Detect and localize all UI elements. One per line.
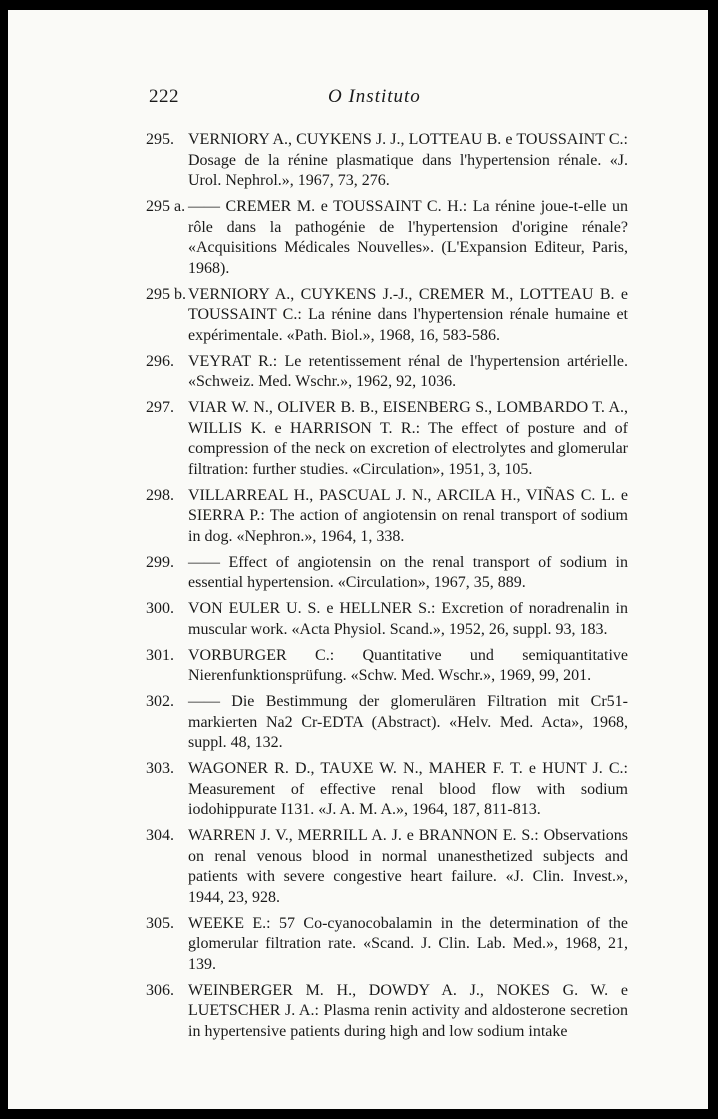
reference-text: —— Effect of angiotensin on the renal transport of sodium in essential hypertension. «Circulation», 1967, 35, 889. — [188, 553, 628, 591]
reference-text: VERNIORY A., CUYKENS J. J., LOTTEAU B. e TOUSSAINT C.: Dosage de la rénine plasmatique dans l'hypertension rénale. «J. Urol. Nephrol.», 1967, 73, 276. — [188, 131, 628, 189]
reference-number: 297. — [146, 399, 174, 416]
reference-item — [146, 914, 628, 976]
running-title: O Instituto — [328, 86, 421, 107]
reference-text: VORBURGER C.: Quantitative und semiquantitative Nierenfunktionsprüfung. «Schw. Med. Wschr.», 1969, 99, 201. — [188, 646, 628, 684]
reference-item — [146, 285, 628, 347]
reference-item — [146, 130, 628, 192]
reference-number: 302. — [146, 693, 174, 710]
reference-text: WEINBERGER M. H., DOWDY A. J., NOKES G. W. e LUETSCHER J. A.: Plasma renin activity and aldosterone secretion in hypertensive patients during high and low sodium intake — [188, 981, 628, 1040]
reference-item — [146, 646, 628, 687]
reference-item — [146, 553, 628, 594]
reference-text: —— Die Bestimmung der glomerulären Filtration mit Cr51-markierten Na2 Cr-EDTA (Abstract). «Helv. Med. Acta», 1968, suppl. 48, 132. — [188, 693, 628, 751]
reference-text: WEEKE E.: 57 Co-cyanocobalamin in the determination of the glomerular filtration rate. «Scand. J. Clin. Lab. Med.», 1968, 21, 139. — [188, 914, 628, 973]
reference-number: 296. — [146, 352, 174, 370]
reference-text: VERNIORY A., CUYKENS J.-J., CREMER M., LOTTEAU B. e TOUSSAINT C.: La rénine dans l'hypertension rénale humaine et expérimentale. «Path. Biol.», 1968, 16, 583-586. — [188, 285, 628, 344]
reference-item — [146, 398, 628, 480]
reference-item — [146, 981, 628, 1043]
reference-item — [146, 759, 628, 821]
reference-item — [146, 352, 628, 393]
reference-number: 305. — [146, 914, 174, 932]
book-page — [8, 10, 708, 1109]
page-number: 222 — [149, 86, 179, 107]
reference-text: WAGONER R. D., TAUXE W. N., MAHER F. T. e HUNT J. C.: Measurement of effective renal blood flow with sodium iodohippurate I131. «J. A. M. A.», 1964, 187, 811-813. — [188, 760, 628, 818]
reference-number: 304. — [146, 827, 174, 844]
reference-text: —— CREMER M. e TOUSSAINT C. H.: La rénine joue-t-elle un rôle dans la pathogénie de l'hypertension d'origine rénale? «Acquisitions Médicales Nouvelles». (L'Expansion Editeur, Paris, 1968). — [188, 198, 628, 277]
reference-number: 298. — [146, 486, 174, 504]
reference-number: 295. — [146, 131, 174, 148]
reference-number: 303. — [146, 760, 174, 777]
reference-number: 301. — [146, 646, 174, 664]
reference-number: 295 a. — [146, 198, 186, 215]
reference-item — [146, 826, 628, 908]
reference-number: 299. — [146, 553, 174, 571]
reference-text: VEYRAT R.: Le retentissement rénal de l'hypertension artérielle. «Schweiz. Med. Wschr.», 1962, 92, 1036. — [188, 352, 628, 390]
reference-item — [146, 692, 628, 754]
reference-text: VIAR W. N., OLIVER B. B., EISENBERG S., LOMBARDO T. A., WILLIS K. e HARRISON T. R.: The effect of posture and of compression of the neck on excretion of electrolytes and glomerular filtration: further studies. «Circulation», 1951, 3, 105. — [188, 399, 628, 478]
reference-list — [146, 130, 628, 1048]
reference-number: 306. — [146, 981, 174, 999]
reference-item — [146, 197, 628, 279]
reference-text: WARREN J. V., MERRILL A. J. e BRANNON E. S.: Observations on renal venous blood in normal unanesthetized subjects and patients with severe congestive heart failure. «J. Clin. Invest.», 1944, 23, 928. — [188, 827, 628, 906]
reference-number: 295 b. — [146, 285, 186, 303]
reference-item — [146, 486, 628, 548]
reference-item — [146, 599, 628, 640]
reference-number: 300. — [146, 600, 174, 617]
reference-text: VON EULER U. S. e HELLNER S.: Excretion of noradrenalin in muscular work. «Acta Physiol. Scand.», 1952, 26, suppl. 93, 183. — [188, 600, 628, 638]
reference-text: VILLARREAL H., PASCUAL J. N., ARCILA H., VIÑAS C. L. e SIERRA P.: The action of angiotensin on renal transport of sodium in dog. «Nephron.», 1964, 1, 338. — [188, 486, 628, 545]
